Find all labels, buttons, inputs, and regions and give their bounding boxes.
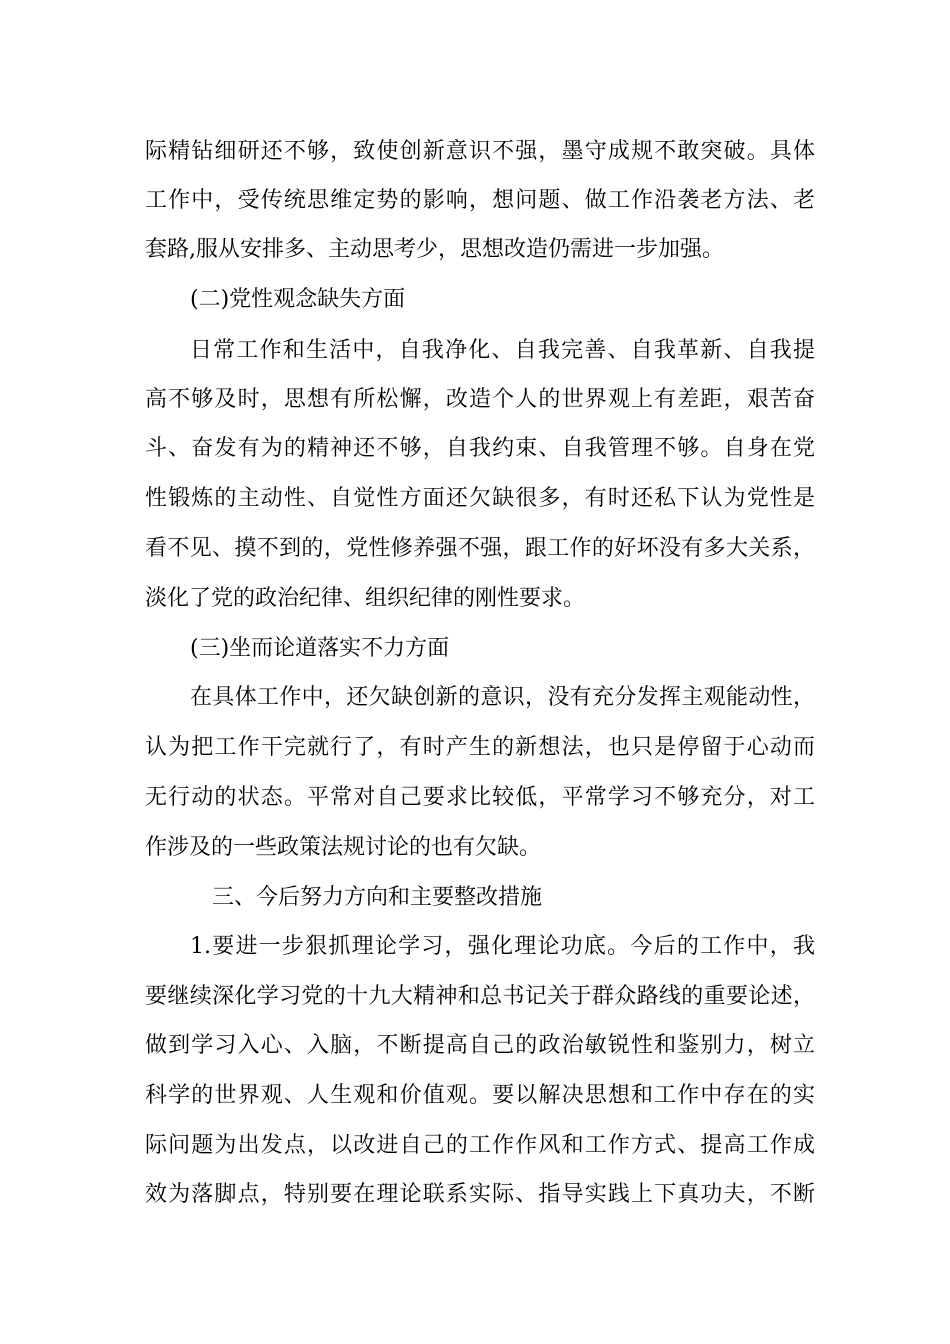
text-line: 科学的世界观、人生观和价值观。要以解决思想和工作中存在的实 xyxy=(145,1083,815,1108)
text-line: 日常工作和生活中，自我净化、自我完善、自我革新、自我提 xyxy=(190,338,815,363)
text-line: 认为把工作干完就行了，有时产生的新想法，也只是停留于心动而 xyxy=(145,735,815,760)
text-line: 看不见、摸不到的，党性修养强不强，跟工作的好坏没有多大关系， xyxy=(145,536,815,561)
text-line: 作涉及的一些政策法规讨论的也有欠缺。 xyxy=(145,835,542,860)
text-line: 高不够及时，思想有所松懈，改造个人的世界观上有差距，艰苦奋 xyxy=(145,387,815,412)
text-line: 斗、奋发有为的精神还不够，自我约束、自我管理不够。自身在党 xyxy=(145,436,815,461)
text-line: 淡化了党的政治纪律、组织纪律的刚性要求。 xyxy=(145,586,586,611)
text-line: 做到学习入心、入脑，不断提高自己的政治敏锐性和鉴别力，树立 xyxy=(145,1033,815,1058)
section-heading: (三)坐而论道落实不力方面 xyxy=(190,636,450,661)
text-line: 工作中，受传统思维定势的影响，想问题、做工作沿袭老方法、老 xyxy=(145,188,815,213)
text-line: 在具体工作中，还欠缺创新的意识，没有充分发挥主观能动性， xyxy=(190,685,815,710)
text-line: 际精钻细研还不够，致使创新意识不强，墨守成规不敢突破。具体 xyxy=(145,139,815,164)
text-line: 无行动的状态。平常对自己要求比较低，平常学习不够充分，对工 xyxy=(145,785,815,810)
section-heading: 三、今后努力方向和主要整改措施 xyxy=(212,885,543,910)
text-line: 效为落脚点，特别要在理论联系实际、指导实践上下真功夫，不断 xyxy=(145,1182,815,1207)
text-line: 际问题为出发点，以改进自己的工作作风和工作方式、提高工作成 xyxy=(145,1133,815,1158)
text-line: 性锻炼的主动性、自觉性方面还欠缺很多，有时还私下认为党性是 xyxy=(145,486,815,511)
text-line: 套路,服从安排多、主动思考少，思想改造仍需进一步加强。 xyxy=(145,237,724,262)
text-line: 要继续深化学习党的十九大精神和总书记关于群众路线的重要论述， xyxy=(145,984,815,1009)
section-heading: (二)党性观念缺失方面 xyxy=(190,287,406,312)
text-line: 1.要进一步狠抓理论学习，强化理论功底。今后的工作中，我 xyxy=(190,934,815,959)
